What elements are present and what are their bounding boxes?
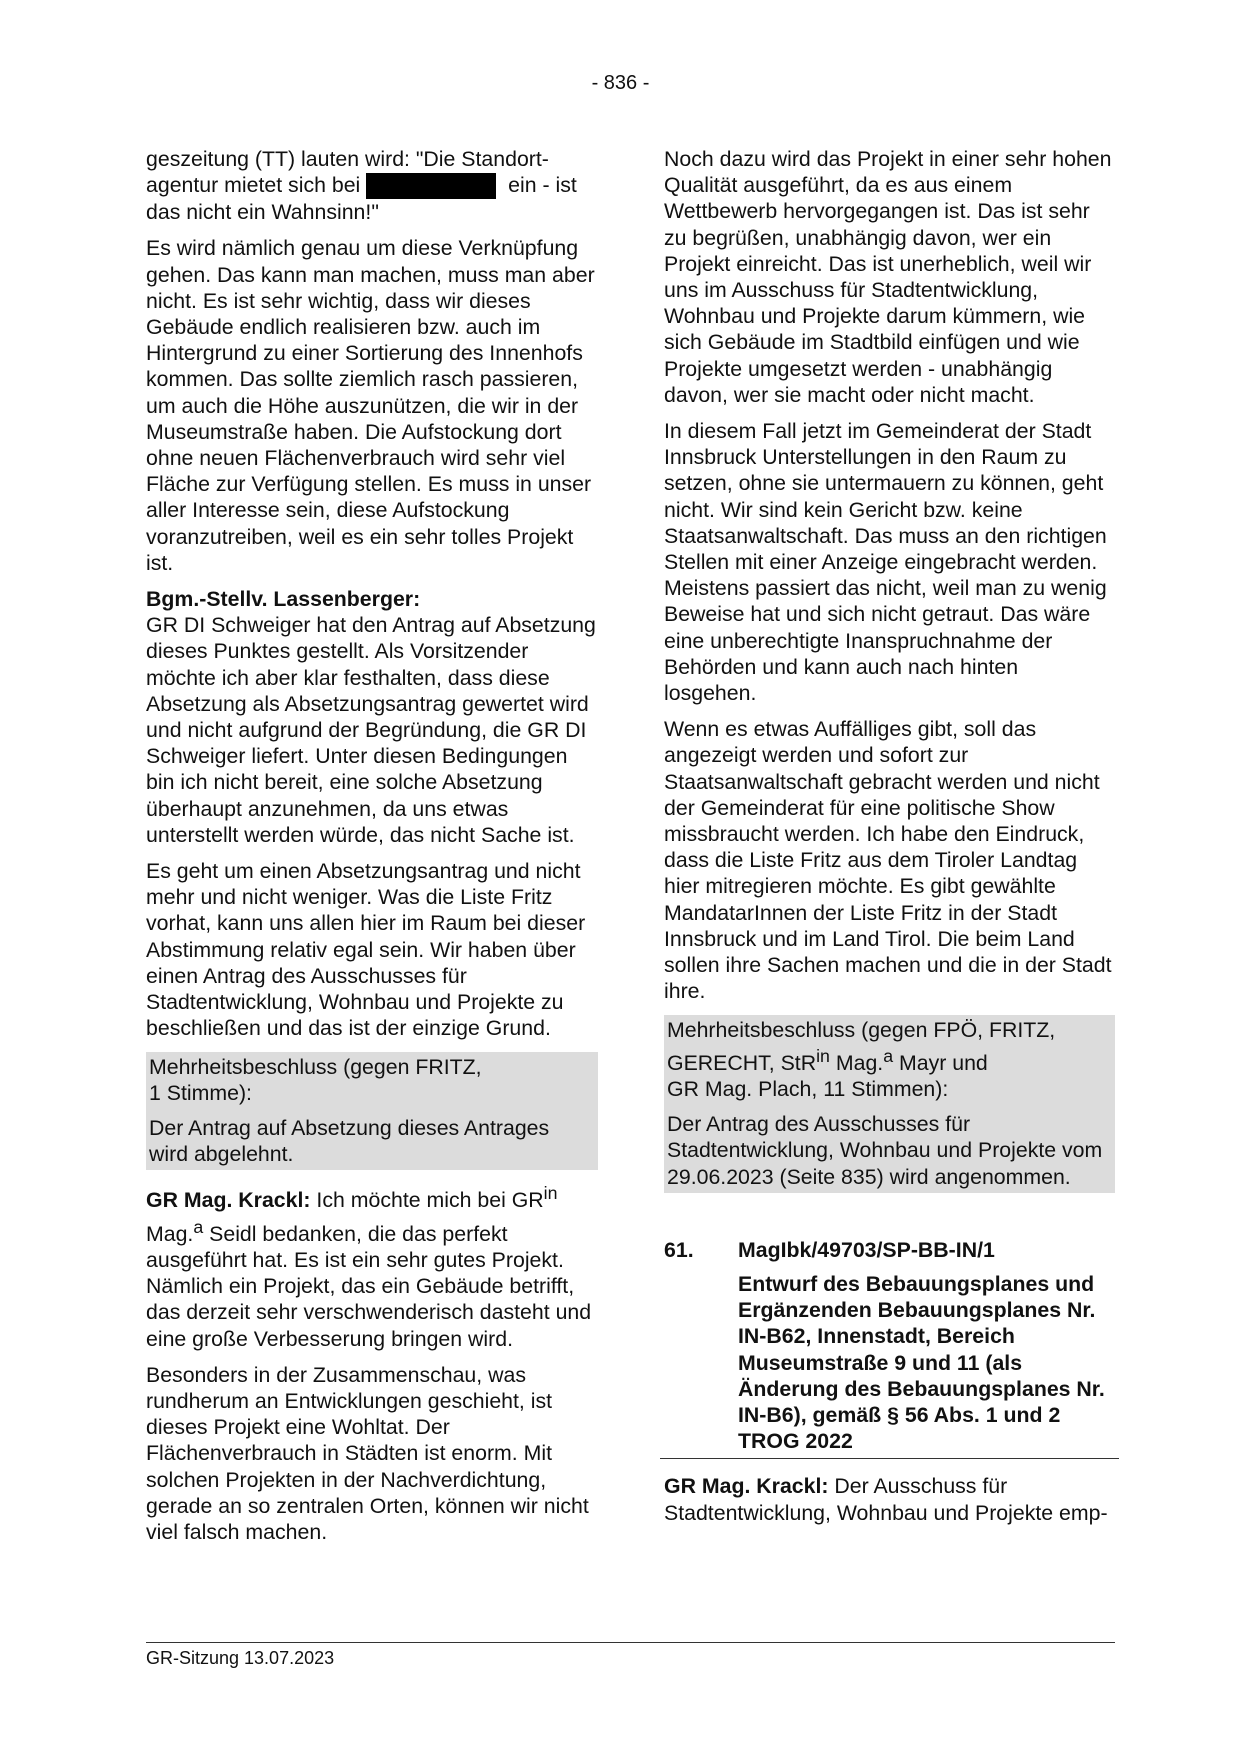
- paragraph: Besonders in der Zusammenschau, was rundherum an Entwicklungen geschieht, ist dieses Projekt eine Wohltat. Der Flächenverbrauch in Städten ist enorm. Mit solchen Projekten in der Nachverdichtung, gerade an so zentralen Orten, können wir nicht viel falsch machen.: [146, 1362, 589, 1544]
- agenda-item: [664, 1237, 1115, 1460]
- divider: [660, 1458, 1119, 1459]
- footer-divider: [146, 1642, 1115, 1643]
- superscript: in: [816, 1045, 830, 1066]
- decision-text: 1 Stimme):: [149, 1080, 252, 1105]
- paragraph-text: Ich möchte mich bei GR: [316, 1188, 544, 1213]
- decision-box: [664, 1015, 1115, 1193]
- paragraph-text: ein - ist das nicht ein Wahnsinn!": [146, 173, 577, 225]
- paragraph: Noch dazu wird das Projekt in einer sehr hohen Qualität ausgeführt, da es aus einem Wettbewerb hervorgegangen ist. Das ist sehr zu begrüßen, unabhängig davon, wer ein Projekt einreicht. Das ist unerheblich, weil wir uns im Ausschuss für Stadtentwicklung, Wohnbau und Projekte darum kümmern, wie sich Gebäude im Stadtbild einfügen und wie Projekte umgesetzt werden - unabhängig davon, wer sie macht oder nicht macht.: [664, 147, 1112, 407]
- agenda-item-reference: MagIbk/49703/SP-BB-IN/1: [738, 1237, 995, 1262]
- superscript: a: [883, 1045, 894, 1066]
- decision-result: Der Antrag auf Absetzung dieses Antrages wird abgelehnt.: [149, 1115, 550, 1167]
- page-number: - 836 -: [591, 72, 650, 94]
- redaction-box: [366, 173, 496, 199]
- agenda-item-number: 61.: [664, 1237, 694, 1262]
- paragraph: Es wird nämlich genau um diese Verknüpfung gehen. Das kann man machen, muss man aber nicht. Es ist sehr wichtig, dass wir dieses Gebäude endlich realisieren bzw. auch im Hintergrund zu einer Sortierung des Innenhofs kommen. Das sollte ziemlich rasch passieren, um auch die Höhe auszunützen, die wir in der Museumstraße haben. Die Aufstockung dort ohne neuen Flächenverbrauch wird sehr viel Fläche zur Verfügung stellen. Es muss in unser aller Interesse sein, diese Aufstockung voranzutreiben, weil es ein sehr tolles Projekt ist.: [146, 236, 595, 575]
- paragraph: Es geht um einen Absetzungsantrag und nicht mehr und nicht weniger. Was die Liste Fritz vorhat, kann uns allen hier im Raum bei dieser Abstimmung relativ egal sein. Wir haben über einen Antrag des Ausschusses für Stadtentwicklung, Wohnbau und Projekte zu beschließen und das ist der einzige Grund.: [146, 859, 586, 1041]
- left-column: [146, 146, 598, 1555]
- decision-vote: [667, 1017, 1111, 1103]
- paragraph: Wenn es etwas Auffälliges gibt, soll das angezeigt werden und sofort zur Staatsanwaltschaft gebracht werden und nicht der Gemeinderat für eine politische Show missbraucht werden. Ich habe den Eindruck, dass die Liste Fritz aus dem Tiroler Landtag hier mitregieren möchte. Es gibt gewählte MandatarInnen der Liste Fritz in der Stadt Innsbruck und im Land Tirol. Die beim Land sollen ihre Sachen machen und die in der Stadt ihre.: [664, 717, 1112, 1004]
- decision-result: Der Antrag des Ausschusses für Stadtentwicklung, Wohnbau und Projekte vom 29.06.2023 (Seite 835) wird angenommen.: [667, 1112, 1103, 1189]
- paragraph-text: Seidl bedanken, die das perfekt ausgeführt hat. Es ist ein sehr gutes Projekt. Nämlich ein Projekt, das ein Gebäude betrifft, das derzeit sehr verschwenderisch dasteht und eine große Verbesserung bringen wird.: [146, 1221, 592, 1351]
- decision-box: [146, 1052, 598, 1171]
- paragraph: [664, 1473, 1115, 1525]
- paragraph: [146, 146, 598, 225]
- paragraph: [146, 1180, 598, 1351]
- speaker-name: Bgm.-Stellv. Lassenberger:: [146, 587, 421, 612]
- agenda-item-title: Entwurf des Bebauungsplanes und Ergänzenden Bebauungsplanes Nr. IN-B62, Innenstadt, Bereich Museumstraße 9 und 11 (als Änderung des Bebauungsplanes Nr. IN-B6), gemäß § 56 Abs. 1 und 2 TROG 2022: [738, 1272, 1105, 1454]
- speaker-name: GR Mag. Krackl:: [664, 1474, 829, 1499]
- paragraph-text: geszeitung (TT) lauten wird: "Die Standort-agentur mietet sich bei: [146, 147, 549, 198]
- decision-text: GR Mag. Plach, 11 Stimmen):: [667, 1077, 949, 1101]
- decision-text: Mehrheitsbeschluss (gegen FRITZ,: [149, 1054, 482, 1079]
- superscript: in: [543, 1183, 558, 1204]
- paragraph: In diesem Fall jetzt im Gemeinderat der Stadt Innsbruck Unterstellungen in den Raum zu setzen, ohne sie untermauern zu können, geht nicht. Wir sind kein Gericht bzw. keine Staatsanwaltschaft. Das muss an den richtigen Stellen mit einer Anzeige eingebracht werden. Meistens passiert das nicht, weil man zu wenig Beweise hat und sich nicht getraut. Das wäre eine unberechtigte Inanspruchnahme der Behörden und kann auch nach hinten losgehen.: [664, 419, 1107, 706]
- decision-text: Mag.: [829, 1050, 884, 1075]
- right-column: [664, 146, 1115, 1536]
- paragraph-text: Der Ausschuss für Stadtentwicklung, Wohnbau und Projekte emp-: [664, 1474, 1108, 1525]
- paragraph: GR DI Schweiger hat den Antrag auf Absetzung dieses Punktes gestellt. Als Vorsitzender möchte ich aber klar festhalten, dass diese Absetzung als Absetzungsantrag gewertet wird und nicht aufgrund der Begründung, die GR DI Schweiger liefert. Unter diesen Bedingungen bin ich nicht bereit, eine solche Absetzung überhaupt anzunehmen, da uns etwas unterstellt werden würde, das nicht Sache ist.: [146, 613, 596, 847]
- superscript: a: [193, 1216, 204, 1237]
- decision-text: Mehrheitsbeschluss (gegen FPÖ, FRITZ, GERECHT, StR: [667, 1017, 1056, 1075]
- decision-vote: [149, 1054, 594, 1106]
- decision-text: Mayr und: [893, 1050, 988, 1075]
- footer-session: GR-Sitzung 13.07.2023: [146, 1648, 335, 1668]
- paragraph-text: Mag.: [146, 1221, 194, 1246]
- speaker-name: GR Mag. Krackl:: [146, 1188, 311, 1213]
